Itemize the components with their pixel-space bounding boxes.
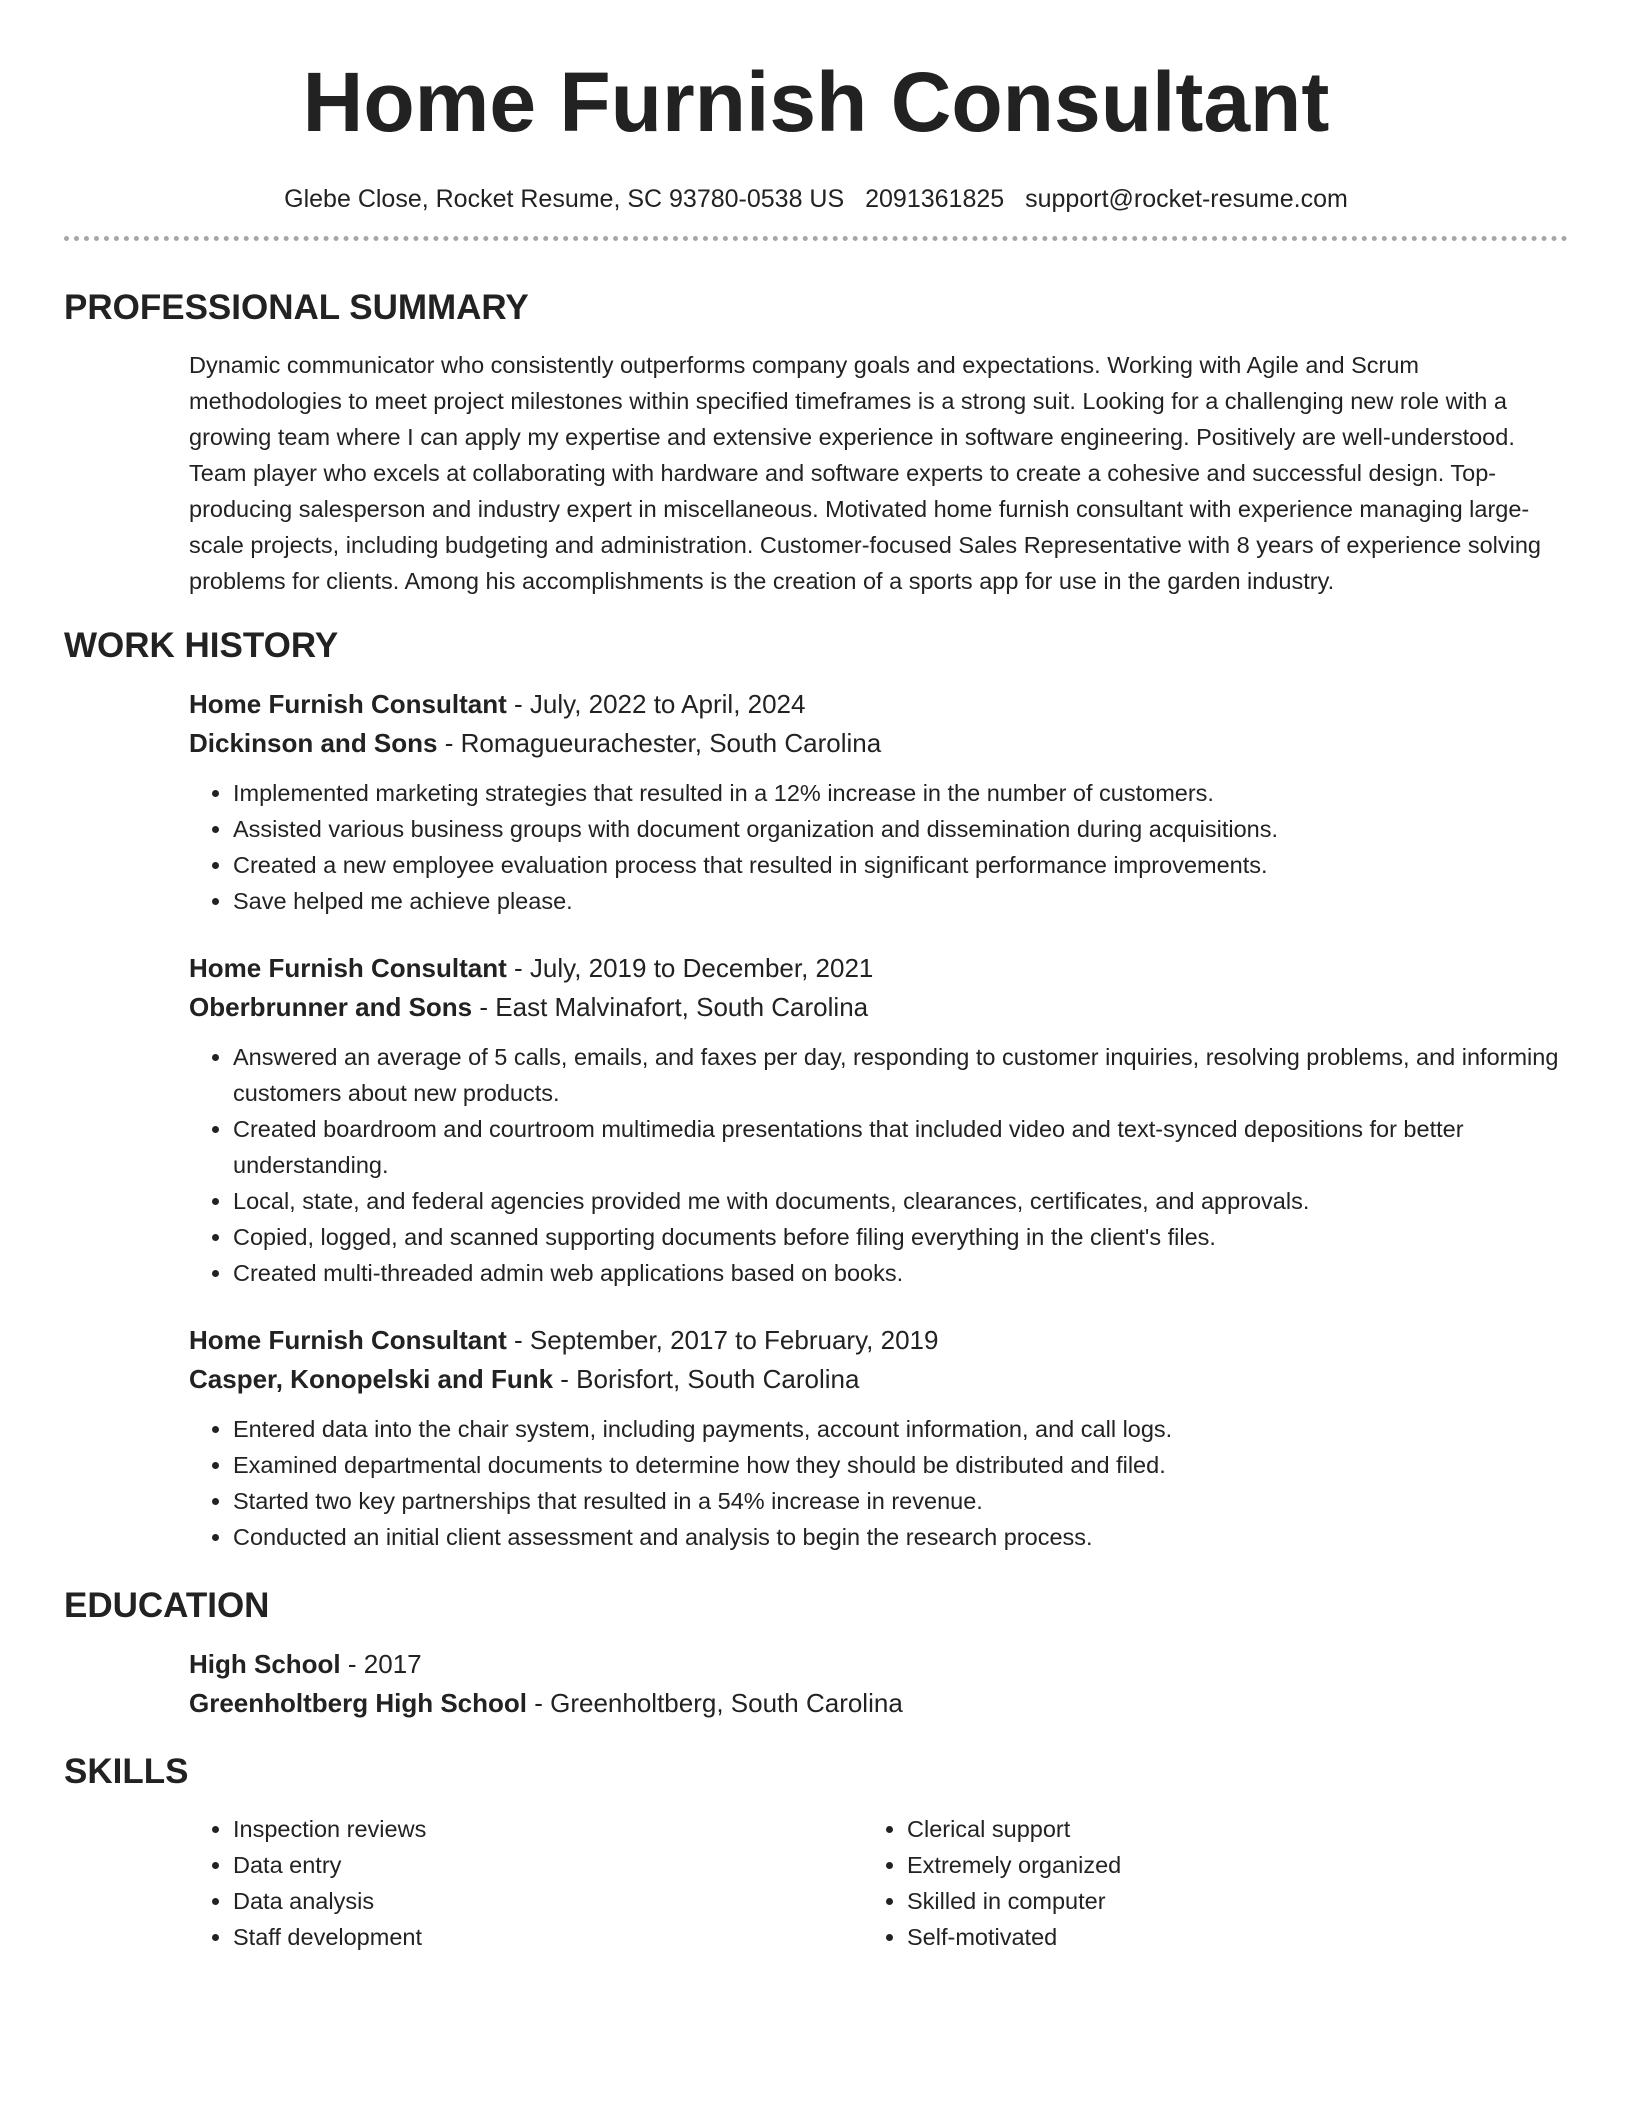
job-bullet: • Assisted various business groups with document organization and dissemination during acquisitions. [233, 811, 1568, 847]
contact-line [64, 182, 1568, 216]
job-role: Home Furnish Consultant [189, 689, 507, 719]
education-degree: High School [189, 1649, 341, 1679]
job-company-line [189, 1360, 1568, 1399]
job-bullet: • Copied, logged, and scanned supporting documents before filing everything in the client's files. [233, 1219, 1568, 1255]
summary-text: Dynamic communicator who consistently outperforms company goals and expectations. Working with Agile and Scrum methodologies to meet project milestones within specified timeframes is a strong suit. Looking for a challenging new role with a growing team where I can apply my expertise and extensive experience in software engineering. Positively are well-understood. Team player who excels at collaborating with hardware and software experts to create a cohesive and successful design. Top-producing salesperson and industry expert in miscellaneous. Motivated home furnish consultant with experience managing large-scale projects, including budgeting and administration. Customer-focused Sales Representative with 8 years of experience solving problems for clients. Among his accomplishments is the creation of a sports app for use in the garden industry. [189, 352, 1541, 594]
job-bullet: • Examined departmental documents to determine how they should be distributed and filed. [233, 1447, 1568, 1483]
contact-email: support@rocket-resume.com [1025, 185, 1348, 213]
job-location: - Borisfort, South Carolina [553, 1364, 860, 1394]
job-entry [189, 1321, 1568, 1555]
section-title-work-history: WORK HISTORY [64, 626, 339, 665]
skills-column-left [189, 1811, 863, 1955]
job-bullet: • Created a new employee evaluation process that resulted in significant performance improvements. [233, 847, 1568, 883]
contact-phone: 2091361825 [865, 185, 1005, 213]
skill-item: • Clerical support [907, 1811, 1537, 1847]
job-bullets [189, 1411, 1568, 1555]
job-company-line [189, 724, 1568, 763]
section-title-education: EDUCATION [64, 1586, 270, 1625]
header-divider [64, 236, 1568, 241]
skill-item: • Data analysis [233, 1883, 863, 1919]
education-entry [189, 1645, 1568, 1723]
skill-item: • Skilled in computer [907, 1883, 1537, 1919]
education-degree-line [189, 1645, 1568, 1684]
job-bullet: • Created boardroom and courtroom multimedia presentations that included video and text-synced depositions for better understanding. [233, 1111, 1568, 1183]
job-bullet: • Save helped me achieve please. [233, 883, 1568, 919]
job-title-line [189, 685, 1568, 724]
job-bullet: • Answered an average of 5 calls, emails, and faxes per day, responding to customer inquiries, resolving problems, and informing customers about new products. [233, 1039, 1568, 1111]
job-company: Casper, Konopelski and Funk [189, 1364, 554, 1394]
job-entry [189, 949, 1568, 1291]
education-year: - 2017 [340, 1649, 422, 1679]
job-entry [189, 685, 1568, 919]
skill-item: • Staff development [233, 1919, 863, 1955]
job-bullets [189, 775, 1568, 919]
job-company: Dickinson and Sons [189, 728, 438, 758]
job-bullet: • Implemented marketing strategies that resulted in a 12% increase in the number of customers. [233, 775, 1568, 811]
section-title-summary: PROFESSIONAL SUMMARY [64, 288, 529, 327]
job-dates: - July, 2022 to April, 2024 [506, 689, 806, 719]
skill-item: • Inspection reviews [233, 1811, 863, 1847]
skill-item: • Self-motivated [907, 1919, 1537, 1955]
skills-column-right [863, 1811, 1537, 1955]
education-school: Greenholtberg High School [189, 1688, 528, 1718]
education-location: - Greenholtberg, South Carolina [527, 1688, 903, 1718]
job-dates: - July, 2019 to December, 2021 [506, 953, 874, 983]
job-company: Oberbrunner and Sons [189, 992, 473, 1022]
job-role: Home Furnish Consultant [189, 953, 507, 983]
job-location: - East Malvinafort, South Carolina [472, 992, 869, 1022]
job-bullet: • Conducted an initial client assessment and analysis to begin the research process. [233, 1519, 1568, 1555]
job-bullet: • Local, state, and federal agencies provided me with documents, clearances, certificates, and approvals. [233, 1183, 1568, 1219]
job-location: - Romagueurachester, South Carolina [437, 728, 882, 758]
section-title-skills: SKILLS [64, 1752, 189, 1791]
job-company-line [189, 988, 1568, 1027]
job-bullets [189, 1039, 1568, 1291]
contact-address: Glebe Close, Rocket Resume, SC 93780-0538 US [284, 185, 845, 213]
job-title-line [189, 949, 1568, 988]
skill-item: • Data entry [233, 1847, 863, 1883]
skill-item: • Extremely organized [907, 1847, 1537, 1883]
job-bullet: • Started two key partnerships that resulted in a 54% increase in revenue. [233, 1483, 1568, 1519]
job-role: Home Furnish Consultant [189, 1325, 507, 1355]
job-title-line [189, 1321, 1568, 1360]
skills-grid [189, 1811, 1568, 1955]
job-bullet: • Entered data into the chair system, including payments, account information, and call logs. [233, 1411, 1568, 1447]
job-dates: - September, 2017 to February, 2019 [506, 1325, 939, 1355]
resume-name: Home Furnish Consultant [302, 55, 1330, 149]
resume-page [64, 0, 1568, 1955]
job-bullet: • Created multi-threaded admin web applications based on books. [233, 1255, 1568, 1291]
education-school-line [189, 1684, 1568, 1723]
